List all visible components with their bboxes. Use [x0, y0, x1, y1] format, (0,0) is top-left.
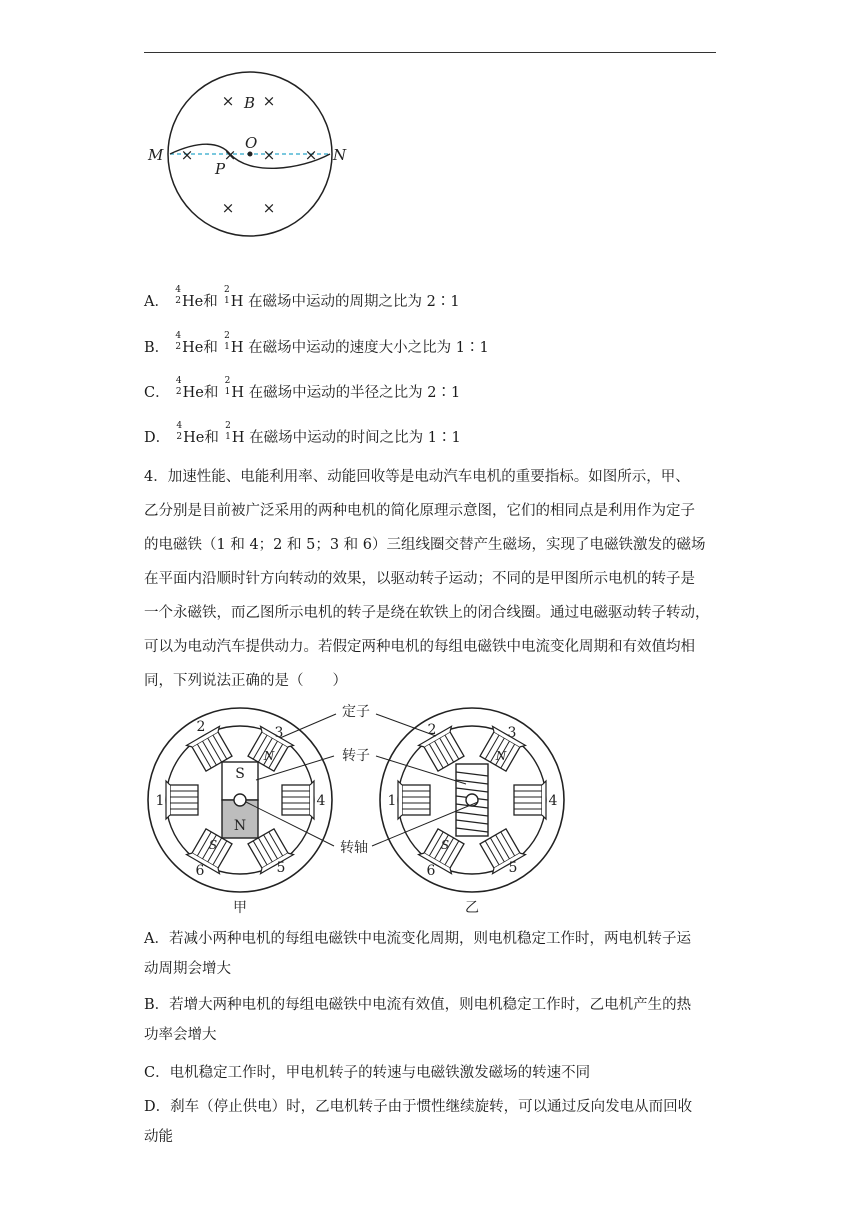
coil-number-6: 6 [426, 863, 436, 879]
cross-mark: × [262, 146, 276, 164]
option-letter: B． [144, 340, 170, 356]
cross-mark: × [262, 199, 276, 217]
symbol-he: He [182, 385, 204, 401]
question-line: 的电磁铁（1 和 4；2 和 5；3 和 6）三组线圈交替产生磁场，实现了电磁铁激发的磁场 [144, 537, 706, 553]
answer-text: 动能 [144, 1129, 173, 1145]
isotope-h: 2 1 [225, 421, 231, 442]
symbol-h: H [230, 340, 244, 356]
coil-number-4: 4 [548, 793, 558, 809]
answer-text: 功率会增大 [144, 1027, 217, 1043]
answer-letter: D． [144, 1099, 171, 1115]
option-c[interactable]: C． 4 2 He和 2 1 H 在磁场中运动的半径之比为 2∶1 [144, 376, 461, 401]
coil-number-4: 4 [316, 793, 326, 809]
symbol-he: He [181, 294, 204, 310]
option-letter: D． [144, 430, 171, 446]
coil-number-6: 6 [195, 863, 205, 879]
motor-jia [148, 708, 332, 892]
option-text: 在磁场中运动的时间之比为 1∶1 [249, 430, 461, 446]
option-b[interactable]: B． 4 2 He和 2 1 H 在磁场中运动的速度大小之比为 1∶1 [144, 331, 489, 356]
question-4 [144, 460, 716, 698]
isotope-he: 4 2 [176, 421, 183, 442]
label-m: M [148, 146, 164, 164]
coil-number-5: 5 [508, 860, 518, 876]
pole-s-label: S [235, 766, 245, 782]
answer-letter: B． [144, 997, 170, 1013]
caption-jia: 甲 [233, 900, 247, 916]
center-point-o [248, 152, 253, 157]
motor-diagram [140, 700, 580, 920]
cross-mark: × [221, 92, 235, 110]
stator-pole-s: S [208, 838, 218, 852]
question-line: 一个永磁铁，而乙图所示电机的转子是绕在软铁上的闭合线圈。通过电磁驱动转子转动， [144, 605, 710, 621]
motor-yi [380, 708, 564, 892]
stator-pole-n: N [495, 749, 507, 763]
answer-letter: A． [144, 931, 169, 947]
stator-pole-s: S [440, 838, 450, 852]
symbol-he: He [182, 340, 204, 356]
answer-text: 刹车（停止供电）时，乙电机转子由于惯性继续旋转，可以通过反向发电从而回收 [170, 1099, 693, 1115]
shaft [234, 794, 246, 806]
coil-number-5: 5 [276, 860, 286, 876]
isotope-h: 2 1 [224, 376, 231, 397]
symbol-he: He [183, 430, 205, 446]
question-line: 在平面内沿顺时针方向转动的效果，以驱动转子运动；不同的是甲图所示电机的转子是 [144, 571, 695, 587]
coil-number-1: 1 [155, 793, 165, 809]
coil-number-3: 3 [507, 725, 517, 741]
isotope-he: 4 2 [175, 285, 181, 306]
label-n: N [333, 146, 347, 164]
symbol-h: H [231, 385, 244, 401]
symbol-h: H [231, 430, 245, 446]
stator-pole-n: N [263, 749, 275, 763]
cross-mark: × [180, 146, 194, 164]
stator-coil-4 [514, 781, 546, 819]
option-letter: A． [144, 294, 169, 310]
magnetic-field-figure [140, 70, 370, 250]
stator-coil-1 [398, 781, 430, 819]
symbol-h: H [230, 294, 244, 310]
coil-number-2: 2 [427, 722, 437, 738]
callout-stator: 定子 [342, 704, 370, 720]
isotope-h: 2 1 [224, 331, 230, 352]
callout-rotor: 转子 [342, 748, 370, 764]
answer-letter: C． [144, 1065, 170, 1081]
cross-mark: × [221, 199, 235, 217]
isotope-he: 4 2 [175, 331, 182, 352]
caption-yi: 乙 [465, 900, 479, 916]
stator-coil-4 [282, 781, 314, 819]
option-a[interactable]: A． 4 2 He和 2 1 H 在磁场中运动的周期之比为 2∶1 [144, 285, 460, 310]
cross-mark: × [304, 146, 318, 164]
answer-text: 若增大两种电机的每组电磁铁中电流有效值，则电机稳定工作时，乙电机产生的热 [169, 997, 692, 1013]
question-line: 4．加速性能、电能利用率、动能回收等是电动汽车电机的重要指标。如图所示，甲、 [144, 469, 690, 485]
option-letter: C． [144, 385, 170, 401]
answer-b[interactable] [144, 990, 716, 1050]
callout-shaft: 转轴 [340, 840, 368, 856]
coil-number-3: 3 [274, 725, 284, 741]
coil-number-2: 2 [196, 719, 206, 735]
option-text: 在磁场中运动的周期之比为 2∶1 [247, 294, 460, 310]
option-text: 在磁场中运动的速度大小之比为 1∶1 [248, 340, 489, 356]
answer-text: 若减小两种电机的每组电磁铁中电流变化周期，则电机稳定工作时，两电机转子运 [168, 931, 691, 947]
label-b: B [244, 94, 256, 112]
cross-mark: × [223, 146, 237, 164]
header-rule [144, 52, 716, 53]
question-line: 可以为电动汽车提供动力。若假定两种电机的每组电磁铁中电流变化周期和有效值均相 [144, 639, 695, 655]
stator-coil-1 [166, 781, 198, 819]
isotope-h: 2 1 [223, 285, 230, 306]
answer-c[interactable] [144, 1058, 716, 1088]
label-p: P [215, 160, 226, 178]
isotope-he: 4 2 [175, 376, 182, 397]
answer-d[interactable] [144, 1092, 716, 1152]
question-line: 乙分别是目前被广泛采用的两种电机的简化原理示意图，它们的相同点是利用作为定子 [144, 503, 695, 519]
option-text: 在磁场中运动的半径之比为 2∶1 [248, 385, 461, 401]
pole-n-label: N [233, 818, 247, 834]
answer-a[interactable] [144, 924, 716, 984]
question-line: 同，下列说法正确的是（ ） [144, 673, 347, 689]
label-o: O [245, 134, 258, 152]
answer-text: 电机稳定工作时，甲电机转子的转速与电磁铁激发磁场的转速不同 [169, 1065, 591, 1081]
cross-mark: × [262, 92, 276, 110]
option-d[interactable]: D． 4 2 He和 2 1 H 在磁场中运动的时间之比为 1∶1 [144, 421, 461, 446]
coil-number-1: 1 [387, 793, 397, 809]
answer-text: 动周期会增大 [144, 961, 231, 977]
